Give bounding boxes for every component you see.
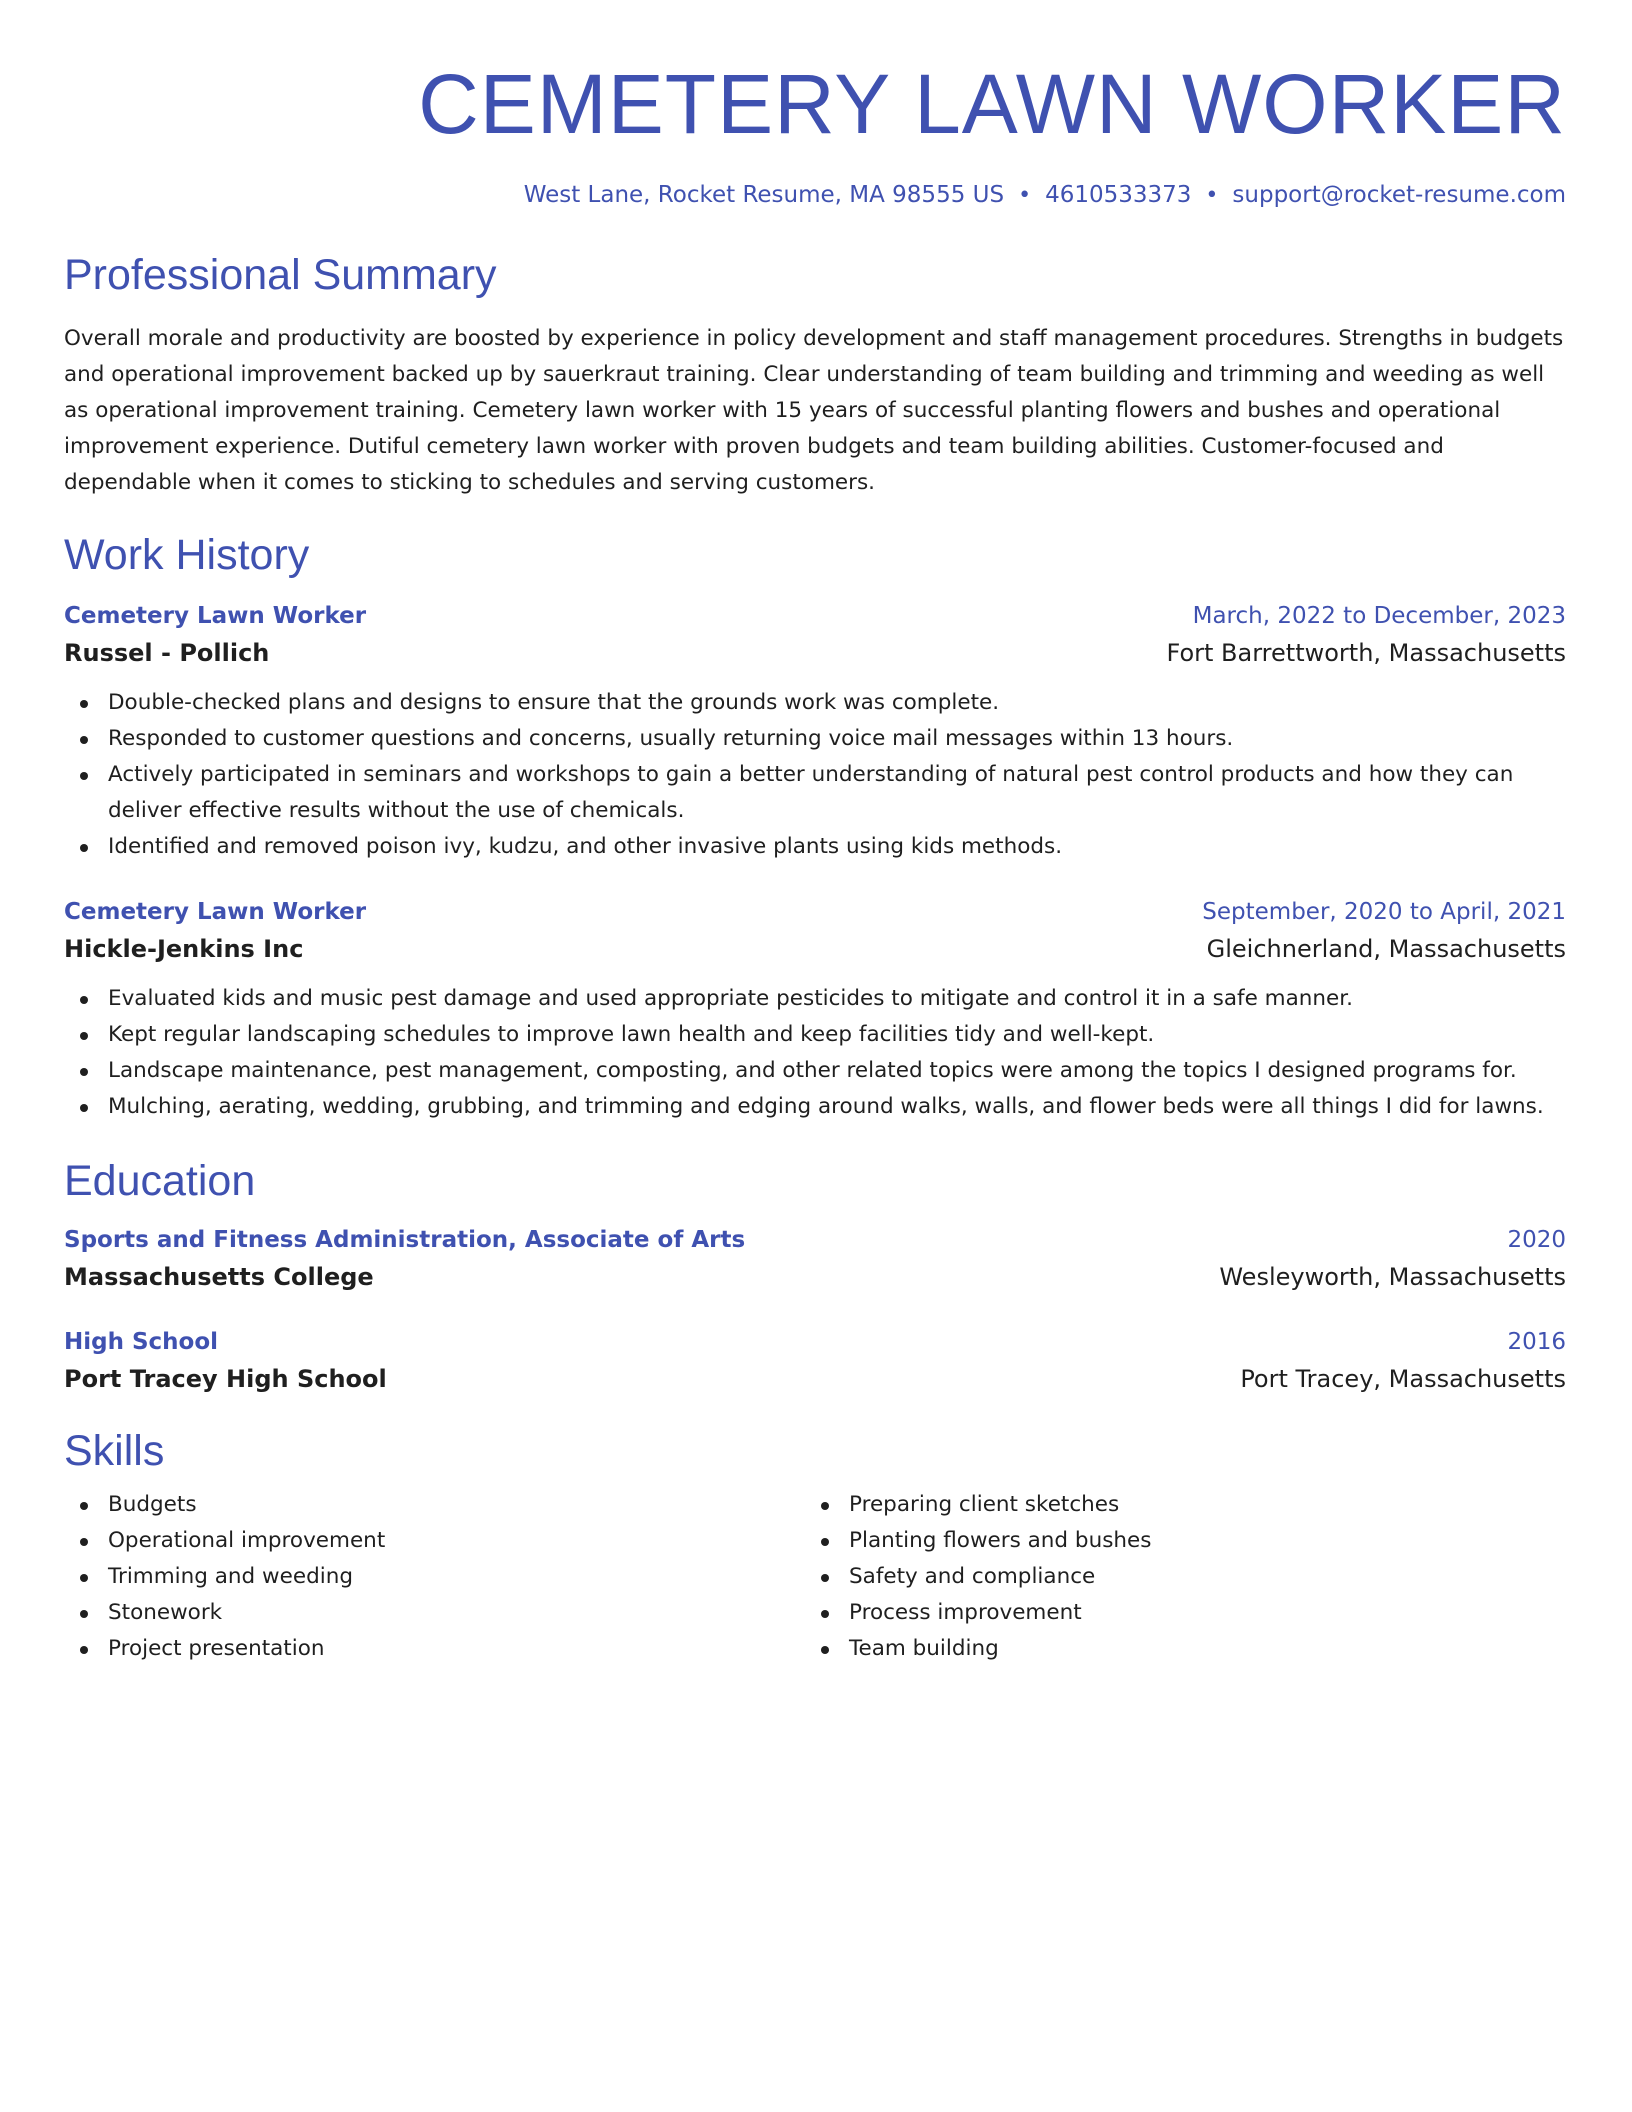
job-title: Cemetery Lawn Worker	[64, 899, 367, 925]
summary-text: Overall morale and productivity are boosted by experience in policy development and staff management procedures. Strengths in budgets and operational improvement backed up by sauerkraut training. Clear understanding of team building and trimming and weeding as well as operational improvement training. Cemetery lawn worker with 15 years of successful planting flowers and bushes and operational improvement experience. Dutiful cemetery lawn worker with proven budgets and team building abilities. Customer-focused and dependable when it comes to sticking to schedules and serving customers.	[64, 326, 1564, 495]
summary-heading: Professional Summary	[64, 251, 497, 299]
skills-columns	[64, 1487, 1566, 1667]
graduation-year: 2020	[1507, 1227, 1566, 1253]
summary-section	[64, 249, 1566, 501]
education-entry	[64, 1325, 1566, 1399]
job-location: Gleichnerland, Massachusetts	[1206, 935, 1566, 963]
contact-separator: •	[1018, 183, 1032, 208]
work-entry-header	[64, 895, 1566, 929]
job-duty-item: Double-checked plans and designs to ensure that the grounds work was complete.	[64, 685, 1566, 721]
contact-phone: 4610533373	[1045, 182, 1192, 208]
job-duty-item: Identified and removed poison ivy, kudzu, and other invasive plants using kids methods.	[64, 829, 1566, 865]
skills-heading: Skills	[64, 1427, 165, 1475]
skill-item: Safety and compliance	[805, 1559, 1546, 1595]
contact-address: West Lane, Rocket Resume, MA 98555 US	[523, 182, 1005, 208]
skill-item: Budgets	[64, 1487, 805, 1523]
education-heading: Education	[64, 1157, 256, 1205]
degree-name: Sports and Fitness Administration, Associate of Arts	[64, 1227, 746, 1253]
degree-name: High School	[64, 1329, 219, 1355]
school-location: Port Tracey, Massachusetts	[1240, 1365, 1566, 1393]
skills-section	[64, 1425, 1566, 1667]
skills-list-left	[64, 1487, 805, 1667]
job-title: Cemetery Lawn Worker	[64, 603, 367, 629]
job-duty-item: Evaluated kids and music pest damage and used appropriate pesticides to mitigate and control it in a safe manner.	[64, 981, 1566, 1017]
candidate-name: CEMETERY LAWN WORKER	[418, 57, 1566, 151]
school-name: Massachusetts College	[64, 1263, 374, 1291]
school-name: Port Tracey High School	[64, 1365, 387, 1393]
education-entry-header	[64, 1325, 1566, 1359]
skill-item: Planting flowers and bushes	[805, 1523, 1546, 1559]
job-duties-list	[64, 685, 1566, 865]
skill-item: Process improvement	[805, 1595, 1546, 1631]
education-entry-subheader	[64, 1257, 1566, 1297]
work-entry-subheader	[64, 633, 1566, 673]
job-location: Fort Barrettworth, Massachusetts	[1166, 639, 1566, 667]
skill-item: Operational improvement	[64, 1523, 805, 1559]
skill-item: Trimming and weeding	[64, 1559, 805, 1595]
contact-separator: •	[1205, 183, 1219, 208]
skill-item: Stonework	[64, 1595, 805, 1631]
skill-item: Project presentation	[64, 1631, 805, 1667]
work-history-section	[64, 529, 1566, 1125]
job-duties-list	[64, 981, 1566, 1125]
skill-item: Preparing client sketches	[805, 1487, 1546, 1523]
company-name: Hickle-Jenkins Inc	[64, 935, 304, 963]
resume-page	[64, 0, 1566, 1667]
company-name: Russel - Pollich	[64, 639, 270, 667]
education-entry-subheader	[64, 1359, 1566, 1399]
job-duty-item: Mulching, aerating, wedding, grubbing, and trimming and edging around walks, walls, and flower beds were all things I did for lawns.	[64, 1089, 1566, 1125]
job-duty-item: Kept regular landscaping schedules to improve lawn health and keep facilities tidy and well-kept.	[64, 1017, 1566, 1053]
work-entry-subheader	[64, 929, 1566, 969]
skills-list-right	[805, 1487, 1546, 1667]
contact-line	[64, 180, 1566, 211]
skill-item: Team building	[805, 1631, 1546, 1667]
job-dates: September, 2020 to April, 2021	[1202, 899, 1566, 925]
school-location: Wesleyworth, Massachusetts	[1219, 1263, 1566, 1291]
education-entry	[64, 1223, 1566, 1297]
contact-email: support@rocket-resume.com	[1232, 182, 1566, 208]
job-duty-item: Actively participated in seminars and workshops to gain a better understanding of natural pest control products and how they can deliver effective results without the use of chemicals.	[64, 757, 1566, 829]
work-entry	[64, 599, 1566, 865]
work-history-heading: Work History	[64, 531, 310, 579]
job-duty-item: Landscape maintenance, pest management, composting, and other related topics were among the topics I designed programs for.	[64, 1053, 1566, 1089]
education-entry-header	[64, 1223, 1566, 1257]
job-duty-item: Responded to customer questions and concerns, usually returning voice mail messages within 13 hours.	[64, 721, 1566, 757]
graduation-year: 2016	[1507, 1329, 1566, 1355]
education-section	[64, 1155, 1566, 1399]
work-entry-header	[64, 599, 1566, 633]
work-entry	[64, 895, 1566, 1125]
job-dates: March, 2022 to December, 2023	[1192, 603, 1566, 629]
